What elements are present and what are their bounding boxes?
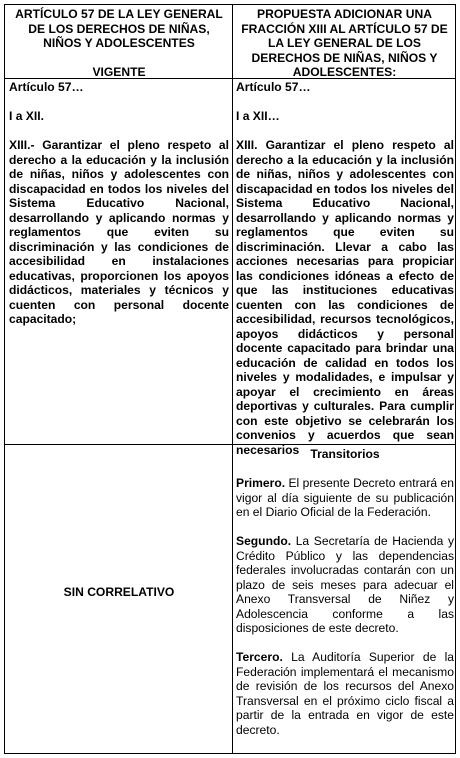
proposal-range-label: I a XII… — [236, 109, 280, 123]
header-right-cell — [238, 7, 451, 80]
header-left-subtitle: VIGENTE — [92, 65, 146, 79]
header-left-cell — [13, 7, 225, 80]
first-text: El presente Decreto entrará en vigor al día siguiente de su publicación en el Diario Oficial de la Federación. — [236, 476, 454, 519]
proposal-text-cell — [236, 80, 454, 457]
current-fraction-text: XIII.- Garantizar el pleno respeto al derecho a la educación y la inclusión de niñas, niños y adolescentes con discapacidad en todos los niveles del Sistema Educativo Nacional, desarrollando y aplicando normas y reglamentos que eviten su discriminación y las condiciones de accesibilidad en instalaciones educativas, proporcionen los apoyos didácticos, materiales y técnicos y cuenten con personal docente capacitado; — [9, 138, 229, 326]
comparison-table — [4, 4, 456, 754]
current-article-label: Artículo 57… — [9, 80, 84, 94]
first-title: Primero. — [236, 476, 286, 490]
current-text-cell — [9, 80, 229, 327]
proposal-article-label: Artículo 57… — [236, 80, 311, 94]
third-text: La Auditoría Superior de la Federación implementará el mecanismo de revisión de los recursos del Anexo Transversal en el próximo ciclo fiscal a partir de la entrada en vigor de este decreto. — [236, 650, 454, 737]
third-title: Tercero. — [236, 650, 283, 664]
transitory-cell — [236, 447, 454, 737]
second-title: Segundo. — [236, 534, 292, 548]
transitory-second — [236, 534, 454, 636]
current-range-label: I a XII. — [9, 109, 44, 123]
header-left-title: ARTÍCULO 57 DE LA LEY GENERAL DE LOS DERECHOS DE NIÑAS, NIÑOS Y ADOLESCENTES — [15, 7, 223, 50]
transitory-first — [236, 476, 454, 520]
proposal-fraction-text: XIII. Garantizar el pleno respeto al derecho a la educación y la inclusión de niñas, niños y adolescentes con discapacidad en todos los niveles del Sistema Educativo Nacional, desarrollando y aplicando normas y reglamentos que eviten su discriminación. Llevar a cabo las acciones necesarias para propiciar las condiciones idóneas a efecto de que las instituciones educativas cuenten con las condiciones de accesibilidad, recursos tecnológicos, apoyos didácticos y personal docente capacitado para brindar una educación de calidad en todos los niveles y modalidades, e impulsar y apoyar el crecimiento en áreas deportivas y culturales. Para cumplir con este objetivo se celebrarán los convenios y acuerdos que sean necesarios — [236, 138, 454, 457]
header-right-title: PROPUESTA ADICIONAR UNA FRACCIÓN XIII AL ARTÍCULO 57 DE LA LEY GENERAL DE LOS DERECHOS DE NIÑAS, NIÑOS Y ADOLESCENTES: — [241, 7, 448, 79]
no-correlative-label: SIN CORRELATIVO — [63, 585, 175, 599]
transitory-third — [236, 650, 454, 737]
transitory-heading: Transitorios — [310, 447, 380, 461]
column-divider — [232, 5, 233, 753]
second-text: La Secretaría de Hacienda y Crédito Público y las dependencias federales involucradas contarán con un plazo de seis meses para adecuar el Anexo Transversal de Niñez y Adolescencia conforme a las disposiciones de este decreto. — [236, 534, 454, 635]
